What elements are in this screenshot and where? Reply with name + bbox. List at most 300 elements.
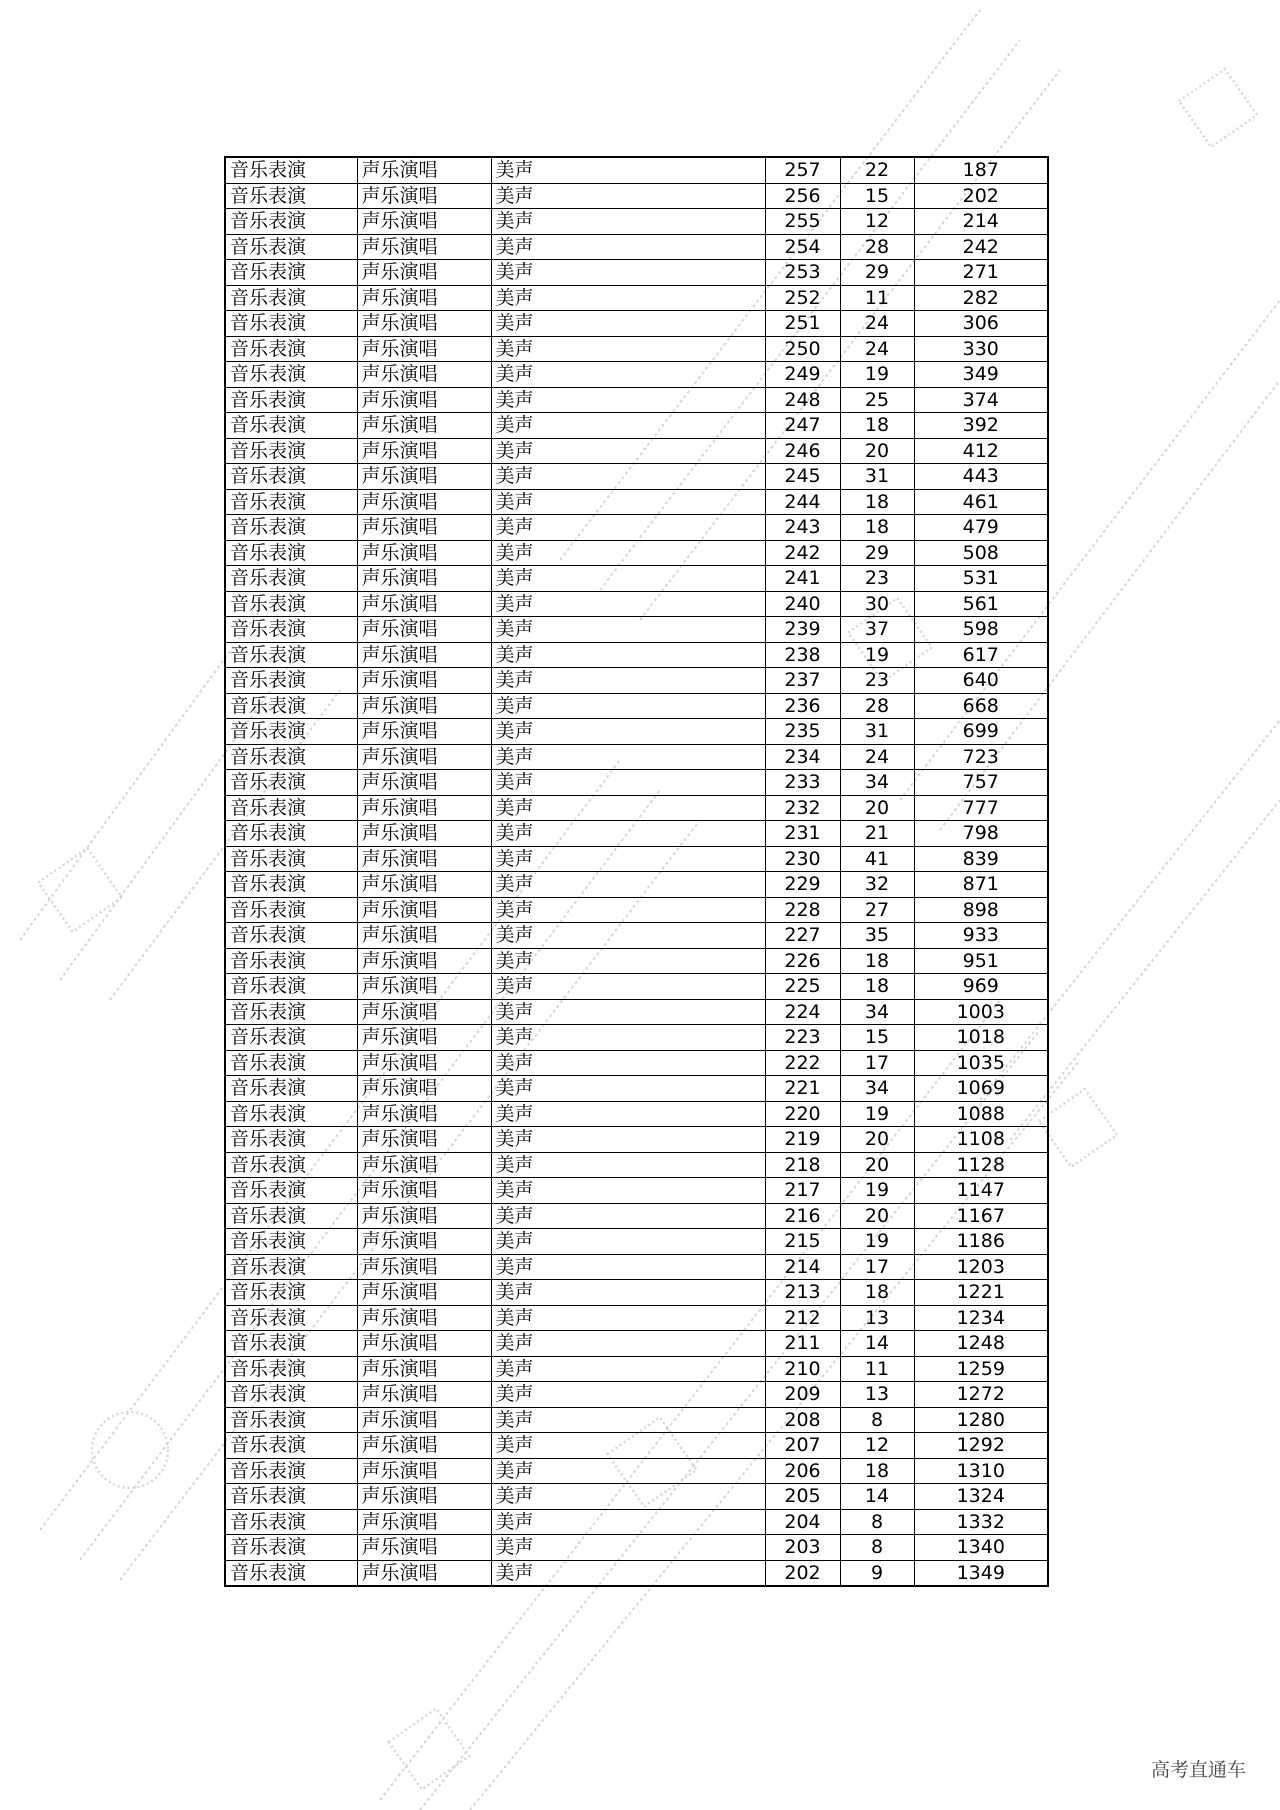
major-cell: 声乐演唱: [357, 923, 491, 949]
direction-cell: 美声: [491, 1203, 765, 1229]
table-row: [225, 1280, 1048, 1306]
category-cell: 音乐表演: [225, 1560, 357, 1586]
score-cell: 237: [765, 668, 840, 694]
table-row: [225, 770, 1048, 796]
table-row: [225, 362, 1048, 388]
category-cell: 音乐表演: [225, 897, 357, 923]
table-row: [225, 1254, 1048, 1280]
cumulative-cell: 202: [914, 183, 1048, 209]
table-row: [225, 642, 1048, 668]
score-cell: 211: [765, 1331, 840, 1357]
cumulative-cell: 668: [914, 693, 1048, 719]
category-cell: 音乐表演: [225, 413, 357, 439]
cumulative-cell: 598: [914, 617, 1048, 643]
table-row: [225, 948, 1048, 974]
category-cell: 音乐表演: [225, 795, 357, 821]
score-cell: 214: [765, 1254, 840, 1280]
count-cell: 11: [840, 285, 914, 311]
direction-cell: 美声: [491, 974, 765, 1000]
direction-cell: 美声: [491, 566, 765, 592]
score-cell: 225: [765, 974, 840, 1000]
category-cell: 音乐表演: [225, 362, 357, 388]
table-row: [225, 1178, 1048, 1204]
major-cell: 声乐演唱: [357, 617, 491, 643]
count-cell: 12: [840, 1433, 914, 1459]
category-cell: 音乐表演: [225, 821, 357, 847]
direction-cell: 美声: [491, 1178, 765, 1204]
direction-cell: 美声: [491, 413, 765, 439]
cumulative-cell: 187: [914, 157, 1048, 183]
score-cell: 227: [765, 923, 840, 949]
cumulative-cell: 839: [914, 846, 1048, 872]
category-cell: 音乐表演: [225, 719, 357, 745]
cumulative-cell: 1003: [914, 999, 1048, 1025]
count-cell: 37: [840, 617, 914, 643]
category-cell: 音乐表演: [225, 566, 357, 592]
score-cell: 219: [765, 1127, 840, 1153]
cumulative-cell: 282: [914, 285, 1048, 311]
count-cell: 18: [840, 413, 914, 439]
major-cell: 声乐演唱: [357, 642, 491, 668]
major-cell: 声乐演唱: [357, 1280, 491, 1306]
table-row: [225, 1101, 1048, 1127]
score-cell: 216: [765, 1203, 840, 1229]
direction-cell: 美声: [491, 1152, 765, 1178]
direction-cell: 美声: [491, 438, 765, 464]
major-cell: 声乐演唱: [357, 336, 491, 362]
direction-cell: 美声: [491, 1509, 765, 1535]
major-cell: 声乐演唱: [357, 362, 491, 388]
direction-cell: 美声: [491, 1331, 765, 1357]
category-cell: 音乐表演: [225, 285, 357, 311]
direction-cell: 美声: [491, 209, 765, 235]
table-row: [225, 336, 1048, 362]
table-row: [225, 999, 1048, 1025]
major-cell: 声乐演唱: [357, 693, 491, 719]
category-cell: 音乐表演: [225, 1356, 357, 1382]
direction-cell: 美声: [491, 770, 765, 796]
count-cell: 17: [840, 1050, 914, 1076]
count-cell: 20: [840, 1152, 914, 1178]
category-cell: 音乐表演: [225, 923, 357, 949]
table-row: [225, 540, 1048, 566]
major-cell: 声乐演唱: [357, 209, 491, 235]
direction-cell: 美声: [491, 1025, 765, 1051]
direction-cell: 美声: [491, 923, 765, 949]
table-row: [225, 1484, 1048, 1510]
direction-cell: 美声: [491, 1356, 765, 1382]
direction-cell: 美声: [491, 1433, 765, 1459]
direction-cell: 美声: [491, 1127, 765, 1153]
cumulative-cell: 461: [914, 489, 1048, 515]
cumulative-cell: 330: [914, 336, 1048, 362]
table-row: [225, 387, 1048, 413]
cumulative-cell: 757: [914, 770, 1048, 796]
table-row: [225, 413, 1048, 439]
direction-cell: 美声: [491, 1076, 765, 1102]
direction-cell: 美声: [491, 260, 765, 286]
cumulative-cell: 1332: [914, 1509, 1048, 1535]
category-cell: 音乐表演: [225, 744, 357, 770]
cumulative-cell: 723: [914, 744, 1048, 770]
category-cell: 音乐表演: [225, 846, 357, 872]
direction-cell: 美声: [491, 744, 765, 770]
major-cell: 声乐演唱: [357, 413, 491, 439]
major-cell: 声乐演唱: [357, 1152, 491, 1178]
direction-cell: 美声: [491, 1101, 765, 1127]
category-cell: 音乐表演: [225, 183, 357, 209]
score-cell: 250: [765, 336, 840, 362]
major-cell: 声乐演唱: [357, 1535, 491, 1561]
table-row: [225, 974, 1048, 1000]
direction-cell: 美声: [491, 795, 765, 821]
count-cell: 29: [840, 540, 914, 566]
major-cell: 声乐演唱: [357, 591, 491, 617]
count-cell: 18: [840, 1280, 914, 1306]
count-cell: 20: [840, 438, 914, 464]
table-row: [225, 464, 1048, 490]
category-cell: 音乐表演: [225, 591, 357, 617]
count-cell: 25: [840, 387, 914, 413]
count-cell: 19: [840, 362, 914, 388]
table-row: [225, 1407, 1048, 1433]
count-cell: 8: [840, 1407, 914, 1433]
count-cell: 23: [840, 566, 914, 592]
cumulative-cell: 777: [914, 795, 1048, 821]
table-row: [225, 897, 1048, 923]
table-row: [225, 872, 1048, 898]
cumulative-cell: 306: [914, 311, 1048, 337]
table-row: [225, 1356, 1048, 1382]
table-row: [225, 285, 1048, 311]
score-cell: 233: [765, 770, 840, 796]
count-cell: 29: [840, 260, 914, 286]
direction-cell: 美声: [491, 821, 765, 847]
count-cell: 24: [840, 311, 914, 337]
score-cell: 240: [765, 591, 840, 617]
category-cell: 音乐表演: [225, 1331, 357, 1357]
score-cell: 204: [765, 1509, 840, 1535]
count-cell: 22: [840, 157, 914, 183]
category-cell: 音乐表演: [225, 489, 357, 515]
cumulative-cell: 617: [914, 642, 1048, 668]
category-cell: 音乐表演: [225, 1025, 357, 1051]
cumulative-cell: 1234: [914, 1305, 1048, 1331]
major-cell: 声乐演唱: [357, 157, 491, 183]
count-cell: 30: [840, 591, 914, 617]
major-cell: 声乐演唱: [357, 1229, 491, 1255]
cumulative-cell: 214: [914, 209, 1048, 235]
cumulative-cell: 349: [914, 362, 1048, 388]
count-cell: 20: [840, 1203, 914, 1229]
major-cell: 声乐演唱: [357, 795, 491, 821]
major-cell: 声乐演唱: [357, 1254, 491, 1280]
cumulative-cell: 1035: [914, 1050, 1048, 1076]
table-row: [225, 591, 1048, 617]
major-cell: 声乐演唱: [357, 744, 491, 770]
major-cell: 声乐演唱: [357, 566, 491, 592]
direction-cell: 美声: [491, 157, 765, 183]
category-cell: 音乐表演: [225, 387, 357, 413]
cumulative-cell: 508: [914, 540, 1048, 566]
score-cell: 229: [765, 872, 840, 898]
category-cell: 音乐表演: [225, 1305, 357, 1331]
category-cell: 音乐表演: [225, 1280, 357, 1306]
cumulative-cell: 531: [914, 566, 1048, 592]
major-cell: 声乐演唱: [357, 974, 491, 1000]
footer-logo: 高考直通车: [1150, 1759, 1246, 1781]
score-cell: 246: [765, 438, 840, 464]
direction-cell: 美声: [491, 1280, 765, 1306]
major-cell: 声乐演唱: [357, 872, 491, 898]
major-cell: 声乐演唱: [357, 1407, 491, 1433]
category-cell: 音乐表演: [225, 642, 357, 668]
category-cell: 音乐表演: [225, 1382, 357, 1408]
direction-cell: 美声: [491, 617, 765, 643]
table-row: [225, 923, 1048, 949]
count-cell: 24: [840, 744, 914, 770]
score-cell: 253: [765, 260, 840, 286]
cumulative-cell: 1349: [914, 1560, 1048, 1586]
score-cell: 223: [765, 1025, 840, 1051]
count-cell: 11: [840, 1356, 914, 1382]
category-cell: 音乐表演: [225, 1229, 357, 1255]
count-cell: 28: [840, 693, 914, 719]
table-row: [225, 1229, 1048, 1255]
count-cell: 41: [840, 846, 914, 872]
score-cell: 202: [765, 1560, 840, 1586]
score-cell: 224: [765, 999, 840, 1025]
count-cell: 21: [840, 821, 914, 847]
count-cell: 34: [840, 1076, 914, 1102]
direction-cell: 美声: [491, 999, 765, 1025]
direction-cell: 美声: [491, 693, 765, 719]
category-cell: 音乐表演: [225, 438, 357, 464]
cumulative-cell: 1280: [914, 1407, 1048, 1433]
count-cell: 19: [840, 1178, 914, 1204]
count-cell: 32: [840, 872, 914, 898]
cumulative-cell: 699: [914, 719, 1048, 745]
table-row: [225, 1331, 1048, 1357]
count-cell: 15: [840, 1025, 914, 1051]
category-cell: 音乐表演: [225, 770, 357, 796]
category-cell: 音乐表演: [225, 693, 357, 719]
count-cell: 31: [840, 464, 914, 490]
category-cell: 音乐表演: [225, 1127, 357, 1153]
major-cell: 声乐演唱: [357, 668, 491, 694]
direction-cell: 美声: [491, 1484, 765, 1510]
major-cell: 声乐演唱: [357, 1076, 491, 1102]
score-cell: 245: [765, 464, 840, 490]
count-cell: 18: [840, 948, 914, 974]
direction-cell: 美声: [491, 668, 765, 694]
score-cell: 242: [765, 540, 840, 566]
count-cell: 19: [840, 1229, 914, 1255]
category-cell: 音乐表演: [225, 1178, 357, 1204]
cumulative-cell: 1310: [914, 1458, 1048, 1484]
table-row: [225, 1025, 1048, 1051]
count-cell: 19: [840, 642, 914, 668]
cumulative-cell: 1069: [914, 1076, 1048, 1102]
category-cell: 音乐表演: [225, 464, 357, 490]
cumulative-cell: 969: [914, 974, 1048, 1000]
table-row: [225, 846, 1048, 872]
direction-cell: 美声: [491, 336, 765, 362]
table-row: [225, 157, 1048, 183]
score-cell: 218: [765, 1152, 840, 1178]
score-cell: 206: [765, 1458, 840, 1484]
table-row: [225, 209, 1048, 235]
count-cell: 12: [840, 209, 914, 235]
major-cell: 声乐演唱: [357, 999, 491, 1025]
major-cell: 声乐演唱: [357, 387, 491, 413]
table-row: [225, 438, 1048, 464]
major-cell: 声乐演唱: [357, 719, 491, 745]
category-cell: 音乐表演: [225, 260, 357, 286]
cumulative-cell: 1259: [914, 1356, 1048, 1382]
major-cell: 声乐演唱: [357, 1178, 491, 1204]
major-cell: 声乐演唱: [357, 770, 491, 796]
table-row: [225, 1127, 1048, 1153]
direction-cell: 美声: [491, 464, 765, 490]
direction-cell: 美声: [491, 897, 765, 923]
score-cell: 249: [765, 362, 840, 388]
major-cell: 声乐演唱: [357, 183, 491, 209]
major-cell: 声乐演唱: [357, 234, 491, 260]
count-cell: 20: [840, 1127, 914, 1153]
score-cell: 230: [765, 846, 840, 872]
score-cell: 213: [765, 1280, 840, 1306]
table-row: [225, 489, 1048, 515]
score-cell: 209: [765, 1382, 840, 1408]
cumulative-cell: 1221: [914, 1280, 1048, 1306]
major-cell: 声乐演唱: [357, 515, 491, 541]
cumulative-cell: 561: [914, 591, 1048, 617]
count-cell: 17: [840, 1254, 914, 1280]
direction-cell: 美声: [491, 540, 765, 566]
direction-cell: 美声: [491, 387, 765, 413]
major-cell: 声乐演唱: [357, 1356, 491, 1382]
category-cell: 音乐表演: [225, 999, 357, 1025]
direction-cell: 美声: [491, 1050, 765, 1076]
score-distribution-table: [224, 156, 1049, 1587]
count-cell: 23: [840, 668, 914, 694]
count-cell: 15: [840, 183, 914, 209]
direction-cell: 美声: [491, 1535, 765, 1561]
score-cell: 215: [765, 1229, 840, 1255]
direction-cell: 美声: [491, 311, 765, 337]
major-cell: 声乐演唱: [357, 1382, 491, 1408]
direction-cell: 美声: [491, 1305, 765, 1331]
cumulative-cell: 1272: [914, 1382, 1048, 1408]
major-cell: 声乐演唱: [357, 1127, 491, 1153]
major-cell: 声乐演唱: [357, 1484, 491, 1510]
count-cell: 27: [840, 897, 914, 923]
major-cell: 声乐演唱: [357, 540, 491, 566]
cumulative-cell: 1248: [914, 1331, 1048, 1357]
score-cell: 212: [765, 1305, 840, 1331]
direction-cell: 美声: [491, 719, 765, 745]
score-cell: 234: [765, 744, 840, 770]
score-cell: 208: [765, 1407, 840, 1433]
count-cell: 34: [840, 770, 914, 796]
direction-cell: 美声: [491, 489, 765, 515]
major-cell: 声乐演唱: [357, 260, 491, 286]
direction-cell: 美声: [491, 234, 765, 260]
category-cell: 音乐表演: [225, 872, 357, 898]
direction-cell: 美声: [491, 285, 765, 311]
major-cell: 声乐演唱: [357, 1305, 491, 1331]
count-cell: 18: [840, 489, 914, 515]
direction-cell: 美声: [491, 872, 765, 898]
category-cell: 音乐表演: [225, 515, 357, 541]
category-cell: 音乐表演: [225, 1076, 357, 1102]
direction-cell: 美声: [491, 515, 765, 541]
category-cell: 音乐表演: [225, 1484, 357, 1510]
score-cell: 252: [765, 285, 840, 311]
table-row: [225, 693, 1048, 719]
category-cell: 音乐表演: [225, 617, 357, 643]
cumulative-cell: 1186: [914, 1229, 1048, 1255]
major-cell: 声乐演唱: [357, 821, 491, 847]
direction-cell: 美声: [491, 591, 765, 617]
score-cell: 255: [765, 209, 840, 235]
direction-cell: 美声: [491, 1254, 765, 1280]
score-cell: 222: [765, 1050, 840, 1076]
category-cell: 音乐表演: [225, 668, 357, 694]
score-cell: 226: [765, 948, 840, 974]
table-row: [225, 1050, 1048, 1076]
table-row: [225, 566, 1048, 592]
cumulative-cell: 443: [914, 464, 1048, 490]
major-cell: 声乐演唱: [357, 1101, 491, 1127]
direction-cell: 美声: [491, 1382, 765, 1408]
count-cell: 19: [840, 1101, 914, 1127]
category-cell: 音乐表演: [225, 1101, 357, 1127]
major-cell: 声乐演唱: [357, 438, 491, 464]
count-cell: 13: [840, 1382, 914, 1408]
cumulative-cell: 640: [914, 668, 1048, 694]
score-cell: 257: [765, 157, 840, 183]
count-cell: 9: [840, 1560, 914, 1586]
count-cell: 20: [840, 795, 914, 821]
score-cell: 217: [765, 1178, 840, 1204]
major-cell: 声乐演唱: [357, 1025, 491, 1051]
direction-cell: 美声: [491, 642, 765, 668]
score-cell: 207: [765, 1433, 840, 1459]
count-cell: 31: [840, 719, 914, 745]
cumulative-cell: 479: [914, 515, 1048, 541]
category-cell: 音乐表演: [225, 1458, 357, 1484]
count-cell: 28: [840, 234, 914, 260]
score-cell: 232: [765, 795, 840, 821]
major-cell: 声乐演唱: [357, 846, 491, 872]
table-row: [225, 1076, 1048, 1102]
major-cell: 声乐演唱: [357, 311, 491, 337]
category-cell: 音乐表演: [225, 1407, 357, 1433]
score-cell: 228: [765, 897, 840, 923]
category-cell: 音乐表演: [225, 1050, 357, 1076]
category-cell: 音乐表演: [225, 1152, 357, 1178]
major-cell: 声乐演唱: [357, 1050, 491, 1076]
score-cell: 251: [765, 311, 840, 337]
direction-cell: 美声: [491, 362, 765, 388]
table-row: [225, 1509, 1048, 1535]
category-cell: 音乐表演: [225, 209, 357, 235]
table-row: [225, 1305, 1048, 1331]
count-cell: 18: [840, 515, 914, 541]
major-cell: 声乐演唱: [357, 1203, 491, 1229]
